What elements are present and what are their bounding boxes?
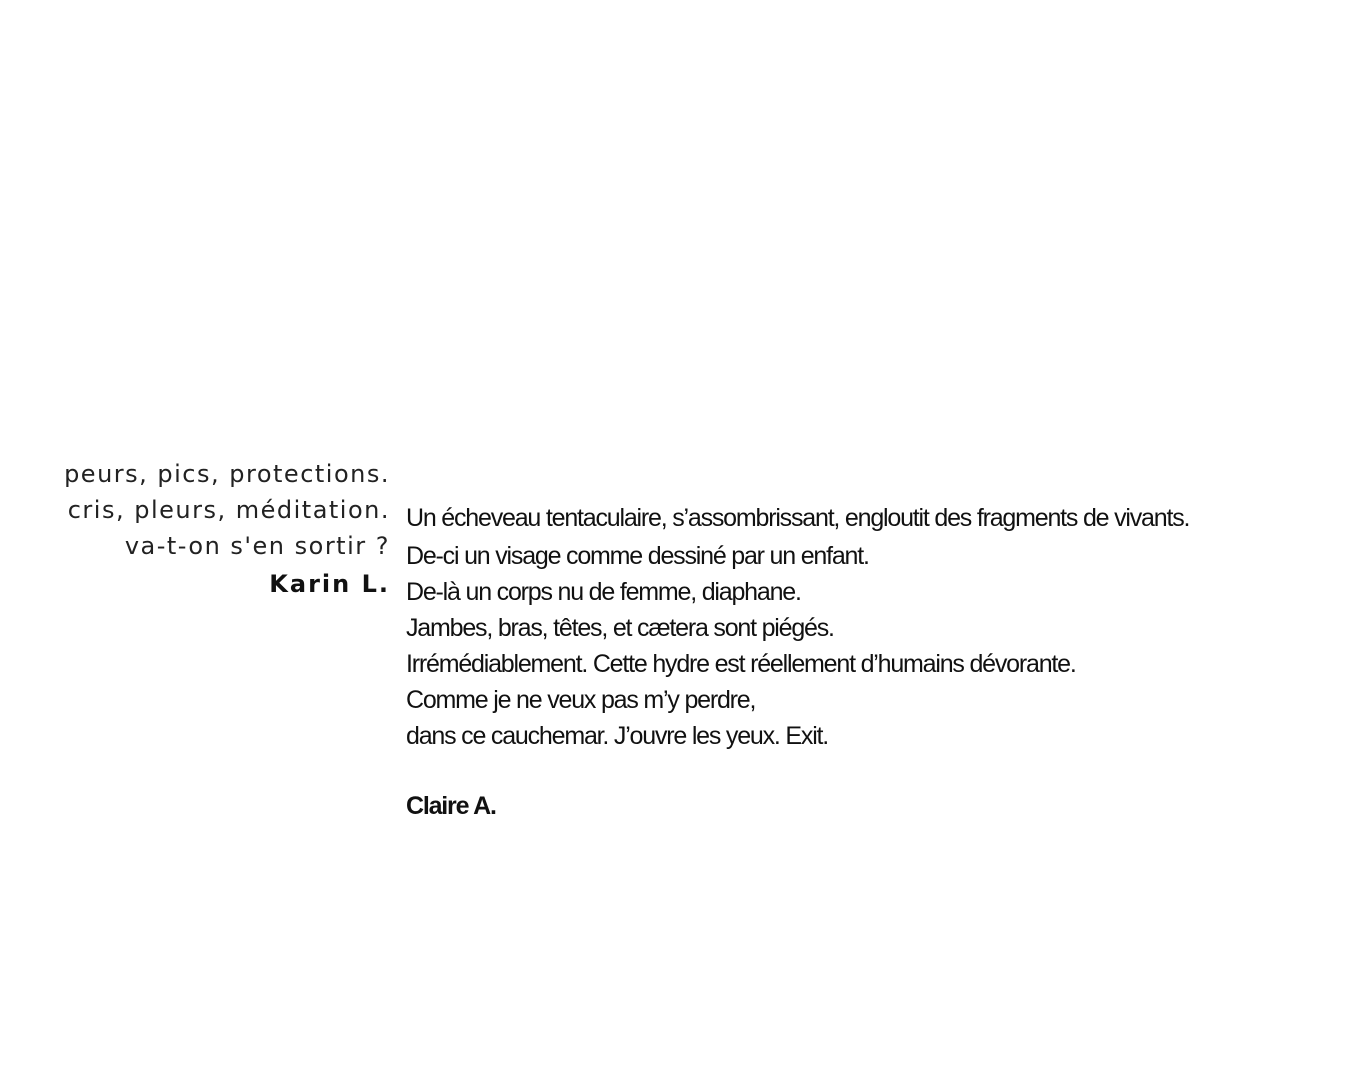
poem-author: Claire A. xyxy=(406,792,496,820)
poem-author: Karin L. xyxy=(269,570,390,598)
poem-line: peurs, pics, protections. xyxy=(64,460,390,488)
poem-line: De-ci un visage comme dessiné par un enfant. xyxy=(406,542,869,570)
poem-line: va-t-on s'en sortir ? xyxy=(124,532,390,560)
poem-claire xyxy=(406,500,1346,824)
stanza-spacer xyxy=(406,754,1346,788)
poem-line: dans ce cauchemar. J’ouvre les yeux. Exit. xyxy=(406,722,829,750)
poem-line: Jambes, bras, têtes, et cætera sont piégés. xyxy=(406,614,834,642)
poem-line: Un écheveau tentaculaire, s’assombrissant, engloutit des fragments de vivants. xyxy=(406,504,1190,532)
poem-line: cris, pleurs, méditation. xyxy=(67,496,390,524)
poem-line: Comme je ne veux pas m’y perdre, xyxy=(406,686,756,714)
poem-line: De-là un corps nu de femme, diaphane. xyxy=(406,578,801,606)
poem-karin xyxy=(10,456,390,604)
poem-line: Irrémédiablement. Cette hydre est réellement d’humains dévorante. xyxy=(406,650,1076,678)
